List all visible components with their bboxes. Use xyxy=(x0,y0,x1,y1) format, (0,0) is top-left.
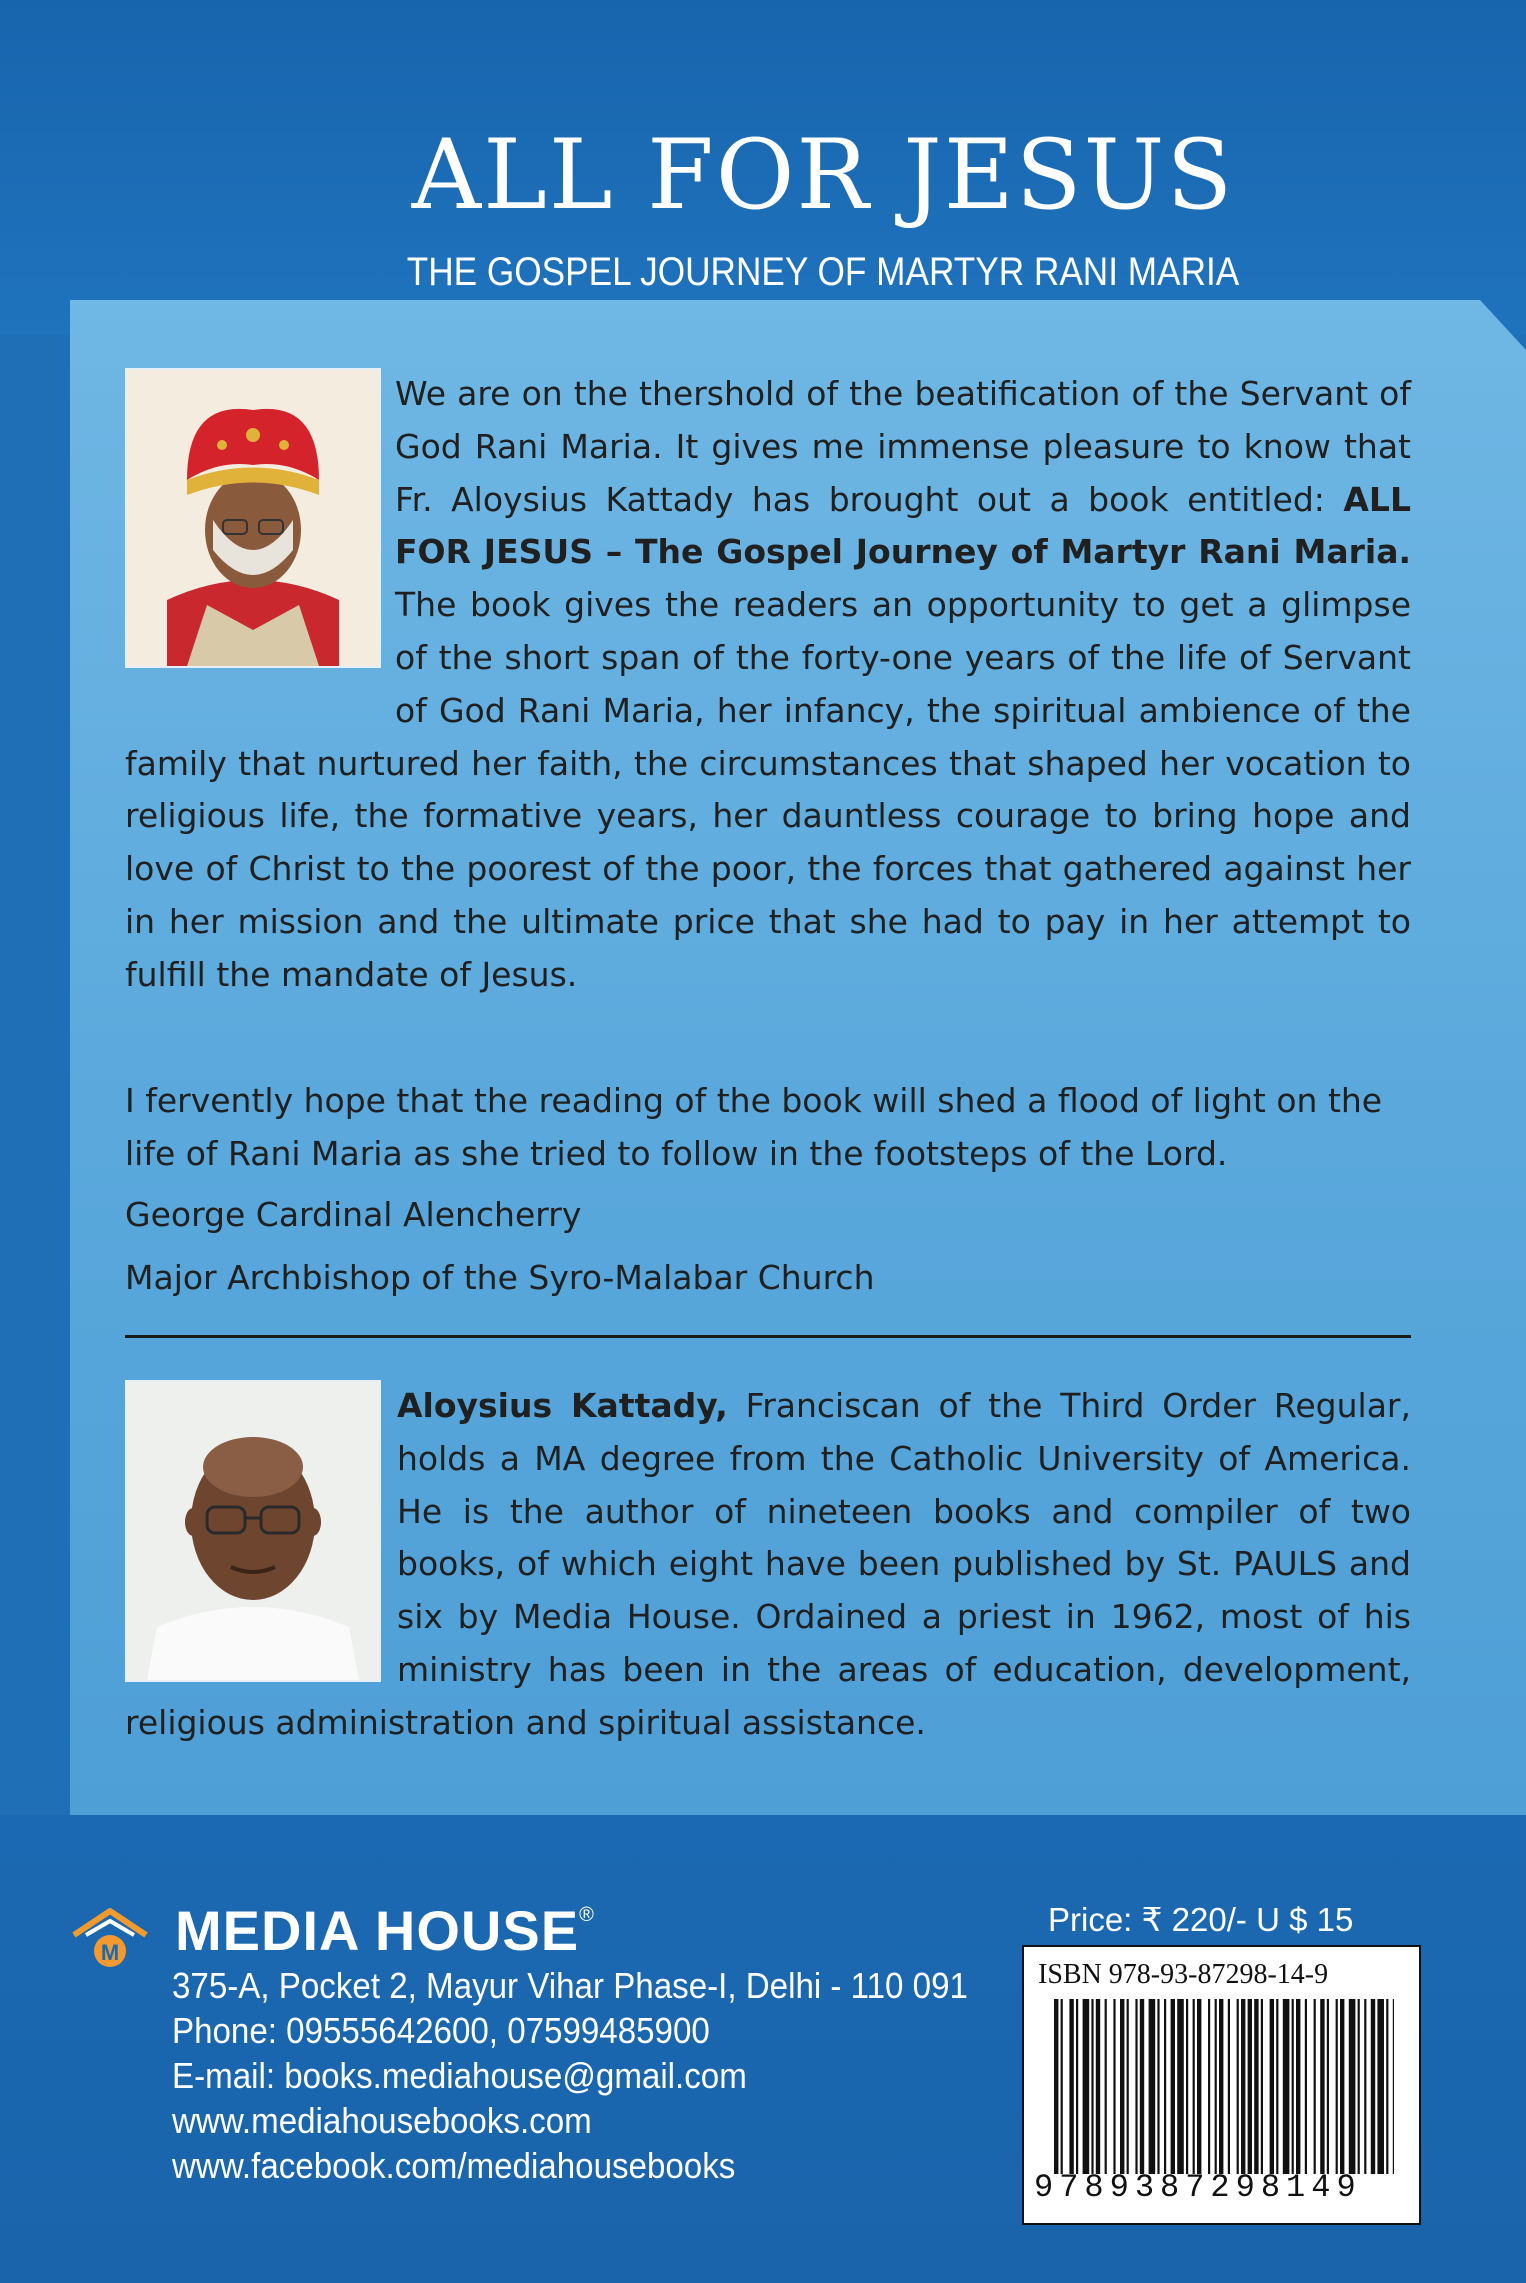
barcode-bar xyxy=(1157,1999,1159,2174)
barcode-bar xyxy=(1215,1999,1217,2174)
barcode-bar xyxy=(1193,1999,1195,2174)
section-divider xyxy=(125,1335,1411,1338)
signature-name: George Cardinal Alencherry xyxy=(125,1195,582,1234)
barcode-bar xyxy=(1113,1999,1115,2174)
barcode-bar xyxy=(1296,1999,1300,2174)
isbn-barcode xyxy=(1022,1945,1421,2225)
media-house-logo-icon xyxy=(70,1905,150,1975)
barcode-bar xyxy=(1377,1999,1384,2174)
barcode-bar xyxy=(1254,1999,1258,2174)
author-bio xyxy=(125,1380,1411,1750)
foreword-text-end: The book gives the readers an opportunity to get a glimpse of the short span of the forty-one years of the life of Servant of God Rani Maria, her infancy, the spiritual ambience of the family that nurtured her faith, the circumstances that shaped her vocation to religious life, the formative years, her dauntless courage to bring hope and love of Christ to the poorest of the poor, the forces that gathered against her in her mission and the ultimate price that she had to pay in her attempt to fulfill the mandate of Jesus. xyxy=(125,585,1411,994)
barcode-bar xyxy=(1164,1999,1166,2174)
barcode-bar xyxy=(1305,1999,1307,2174)
barcode-bar xyxy=(1069,1999,1073,2174)
publisher-address: 375-A, Pocket 2, Mayur Vihar Phase-I, Delhi - 110 091 xyxy=(172,1965,968,2006)
barcode-bar xyxy=(1327,1999,1329,2174)
barcode-bar xyxy=(1076,1999,1078,2174)
barcode-bar xyxy=(1393,1999,1394,2174)
book-title: ALL FOR JESUS xyxy=(411,119,1235,231)
barcode-bar xyxy=(1149,1999,1156,2174)
publisher-name: MEDIA HOUSE® xyxy=(175,1899,595,1962)
publisher-email: E-mail: books.mediahouse@gmail.com xyxy=(172,2055,747,2096)
barcode-bar xyxy=(1237,1999,1239,2174)
barcode-bar xyxy=(1336,1999,1338,2174)
barcode-bar xyxy=(1197,1999,1201,2174)
barcode-bar xyxy=(1054,1999,1058,2174)
barcode-bar xyxy=(1241,1999,1245,2174)
barcode-bar xyxy=(1349,1999,1356,2174)
price-label: Price: ₹ 220/- U $ 15 xyxy=(1048,1901,1354,1938)
barcode-bar xyxy=(1120,1999,1124,2174)
publisher-phone: Phone: 09555642600, 07599485900 xyxy=(172,2010,710,2051)
author-bio-text: Franciscan of the Third Order Regular, holds a MA degree from the Catholic University of America. He is the author of nineteen books and compiler of two books, of which eight have been published by St. PAULS and six by Media House. Ordained a priest in 1962, most of his ministry has been in the areas of education, development, religious administration and spiritual assistance. xyxy=(125,1386,1411,1742)
barcode-bar xyxy=(1261,1999,1263,2174)
barcode-bar xyxy=(1283,1999,1290,2174)
barcode-bar xyxy=(1177,1999,1184,2174)
barcode-bar xyxy=(1314,1999,1316,2174)
barcode-bar xyxy=(1340,1999,1344,2174)
barcode-bars xyxy=(1054,1999,1394,2174)
barcode-bar xyxy=(1091,1999,1093,2174)
foreword-paragraph xyxy=(125,368,1411,1002)
svg-text:M: M xyxy=(100,1940,120,1965)
foreword-text-start: We are on the thershold of the beatification of the Servant of God Rani Maria. It gives me immense pleasure to know that Fr. Aloysius Kattady has brought out a book entitled: xyxy=(395,374,1411,519)
foreword-closing-paragraph: I fervently hope that the reading of the book will shed a flood of light on the life of Rani Maria as she tried to follow in the footsteps of the Lord. xyxy=(125,1081,1383,1173)
barcode-bar xyxy=(1096,1999,1100,2174)
barcode-bar xyxy=(1364,1999,1366,2174)
publisher-facebook: www.facebook.com/mediahousebooks xyxy=(172,2145,736,2186)
barcode-bar xyxy=(1228,1999,1230,2174)
barcode-bar xyxy=(1358,1999,1360,2174)
barcode-bar xyxy=(1061,1999,1063,2174)
barcode-bar xyxy=(1105,1999,1107,2174)
barcode-bar xyxy=(1208,1999,1210,2174)
book-subtitle: THE GOSPEL JOURNEY OF MARTYR RANI MARIA xyxy=(406,250,1240,294)
signature-title: Major Archbishop of the Syro-Malabar Church xyxy=(125,1258,875,1297)
barcode-bar xyxy=(1135,1999,1137,2174)
barcode-bar xyxy=(1292,1999,1294,2174)
barcode-bar xyxy=(1186,1999,1188,2174)
barcode-digits: 9789387298149 xyxy=(1034,2169,1362,2206)
barcode-bar xyxy=(1386,1999,1388,2174)
barcode-bar xyxy=(1083,1999,1090,2174)
barcode-bar xyxy=(1219,1999,1223,2174)
barcode-bar xyxy=(1320,1999,1324,2174)
barcode-bar xyxy=(1127,1999,1129,2174)
foreword-book-title: ALL FOR JESUS – The Gospel Journey of Martyr Rani Maria. xyxy=(395,479,1411,572)
barcode-bar xyxy=(1140,1999,1144,2174)
isbn-number: ISBN 978-93-87298-14-9 xyxy=(1038,1959,1329,1990)
author-name: Aloysius Kattady, xyxy=(397,1386,728,1425)
barcode-bar xyxy=(1276,1999,1278,2174)
barcode-bar xyxy=(1371,1999,1375,2174)
publisher-website: www.mediahousebooks.com xyxy=(172,2100,592,2141)
barcode-bar xyxy=(1171,1999,1175,2174)
barcode-bar xyxy=(1248,1999,1252,2174)
barcode-bar xyxy=(1270,1999,1274,2174)
registered-mark: ® xyxy=(579,1904,595,1926)
